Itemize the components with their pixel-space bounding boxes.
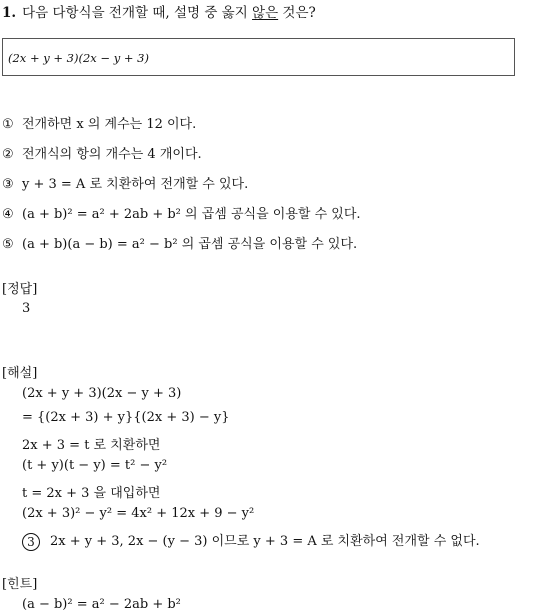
question-number: 1. [2, 5, 17, 21]
solution-line-4: (t + y)(t − y) = t² − y² [22, 458, 168, 473]
option-text: (a + b)² = a² + 2ab + b² 의 곱셈 공식을 이용할 수 있다. [22, 207, 361, 222]
expression-box [2, 38, 515, 76]
hint-label: [힌트] [2, 577, 38, 592]
question-text-after: 것은? [278, 5, 316, 21]
solution-conclusion [22, 530, 480, 551]
option-mark: ③ [2, 177, 14, 192]
option-text: y + 3 = A 로 치환하여 전개할 수 있다. [22, 177, 249, 192]
circled-number-3: 3 [22, 533, 40, 551]
option-4[interactable] [2, 203, 361, 222]
answer-value: 3 [22, 301, 31, 316]
solution-line-6: (2x + 3)² − y² = 4x² + 12x + 9 − y² [22, 506, 255, 521]
solution-line-2: = {(2x + 3) + y}{(2x + 3) − y} [22, 410, 230, 425]
expression-text: (2x + y + 3)(2x − y + 3) [8, 51, 149, 65]
option-mark: ① [2, 117, 14, 132]
option-mark: ② [2, 147, 14, 162]
question-text-underlined: 않은 [252, 5, 279, 21]
solution-label: [해설] [2, 366, 38, 381]
option-5[interactable] [2, 233, 357, 252]
option-mark: ④ [2, 207, 14, 222]
answer-label: [정답] [2, 282, 38, 297]
solution-line-5: t = 2x + 3 을 대입하면 [22, 486, 161, 501]
solution-line-1: (2x + y + 3)(2x − y + 3) [22, 386, 182, 401]
hint-line: (a − b)² = a² − 2ab + b² [22, 597, 181, 612]
option-3[interactable] [2, 173, 248, 192]
option-text: (a + b)(a − b) = a² − b² 의 곱셈 공식을 이용할 수 있다. [22, 237, 358, 252]
question-title [2, 1, 316, 21]
option-mark: ⑤ [2, 237, 14, 252]
solution-conclusion-text: 2x + y + 3, 2x − (y − 3) 이므로 y + 3 = A 로 치환하여 전개할 수 없다. [50, 534, 480, 549]
question-text-before: 다음 다항식을 전개할 때, 설명 중 옳지 [22, 5, 253, 21]
option-2[interactable] [2, 143, 202, 162]
option-1[interactable] [2, 113, 196, 132]
option-text: 전개하면 x 의 계수는 12 이다. [22, 117, 197, 132]
solution-line-3: 2x + 3 = t 로 치환하면 [22, 438, 161, 453]
option-text: 전개식의 항의 개수는 4 개이다. [22, 147, 202, 162]
